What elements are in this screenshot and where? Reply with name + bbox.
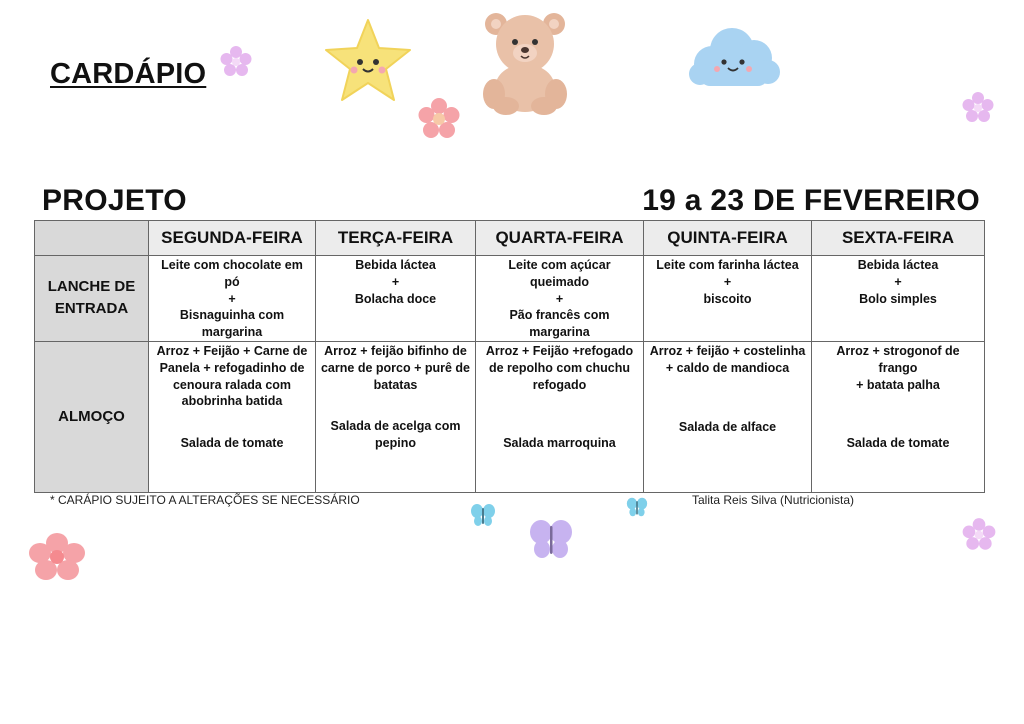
menu-line: + batata palha [856,377,940,392]
menu-line: Pão francês com [509,308,610,323]
menu-line: Arroz + Feijão +refogado [485,343,634,358]
row-label-lanche [35,256,149,342]
menu-line: queimado [529,274,590,289]
day-header-thursday: QUINTA-FEIRA [644,221,812,256]
flower-icon [960,516,998,554]
butterfly-icon [470,502,496,528]
menu-line: Arroz + feijão bifinho de [324,343,467,358]
salad-line: Salada de alface [678,419,777,434]
header-blank-cell [35,221,149,256]
salad-line: Salada marroquina [503,436,616,451]
nutritionist-signature: Talita Reis Silva (Nutricionista) [692,493,855,507]
lanche-cell-friday [812,256,985,342]
page-title: CARDÁPIO [50,58,207,90]
menu-line: margarina [201,325,263,340]
star-icon [322,16,414,104]
menu-line: de repolho com chuchu [489,360,630,375]
salad-line: Salada de tomate [846,436,950,451]
day-header-monday: SEGUNDA-FEIRA [149,221,316,256]
date-range: 19 a 23 DE FEVEREIRO [642,184,980,217]
menu-line: Leite com farinha láctea [656,258,799,272]
menu-line: + caldo de mandioca [665,360,790,375]
flower-icon [218,44,254,80]
day-header-friday: SEXTA-FEIRA [812,221,985,256]
flower-icon [416,96,462,142]
lanche-cell-wednesday [476,256,644,342]
lanche-cell-tuesday [316,256,476,342]
flower-icon [28,532,86,582]
menu-line: Panela + refogadinho de [159,360,305,375]
row-label-line: ENTRADA [54,300,129,318]
lanche-cell-monday [149,256,316,342]
menu-line: + [228,291,236,306]
menu-line: + [894,274,902,289]
row-label-almoco: ALMOÇO [35,341,149,492]
menu-line: abobrinha batida [181,394,283,409]
salad-line: Salada de tomate [180,436,284,451]
menu-line: + [391,274,400,289]
menu-line: + [555,291,564,306]
table-row-lanche [35,256,985,342]
menu-line: carne de porco + purê de [320,360,470,375]
almoco-cell-tuesday [316,341,476,492]
menu-line: biscoito [703,291,752,306]
butterfly-icon [528,518,574,560]
menu-line: Arroz + feijão + costelinha [649,343,806,358]
teddy-bear-icon [476,6,574,116]
menu-line: Bolacha doce [354,291,437,306]
menu-line: Leite com açúcar [508,258,611,272]
flower-icon [960,90,996,126]
table-header-row [35,221,985,256]
footer-note: * CARÁPIO SUJEITO A ALTERAÇÕES SE NECESSÁRIO [50,493,360,507]
butterfly-icon [626,496,648,518]
salad-line: Salada de acelga com [330,419,461,434]
menu-line: batatas [373,377,418,392]
row-label-line: LANCHE DE [47,278,136,296]
menu-line: margarina [529,325,590,340]
table-row-almoco [35,341,985,492]
day-header-tuesday: TERÇA-FEIRA [316,221,476,256]
menu-line: refogado [532,377,587,392]
menu-line: Bolo simples [859,291,937,306]
almoco-cell-thursday [644,341,812,492]
day-header-wednesday: QUARTA-FEIRA [476,221,644,256]
almoco-cell-friday [812,341,985,492]
menu-line: Leite com chocolate em pó [161,258,303,289]
cloud-icon [686,22,782,94]
project-label: PROJETO [42,184,187,217]
almoco-cell-monday [149,341,316,492]
menu-line: Bebida láctea [355,258,436,272]
lanche-cell-thursday [644,256,812,342]
menu-line: Bebida láctea [857,258,939,272]
menu-table [34,220,985,493]
menu-line: Arroz + Feijão + Carne de [156,343,308,358]
salad-line: pepino [375,436,416,451]
menu-line: Arroz + strogonof de frango [836,343,960,375]
almoco-cell-wednesday [476,341,644,492]
menu-line: Bisnaguinha com [179,308,285,323]
menu-line: + [723,274,732,289]
menu-line: cenoura ralada com [172,377,292,392]
